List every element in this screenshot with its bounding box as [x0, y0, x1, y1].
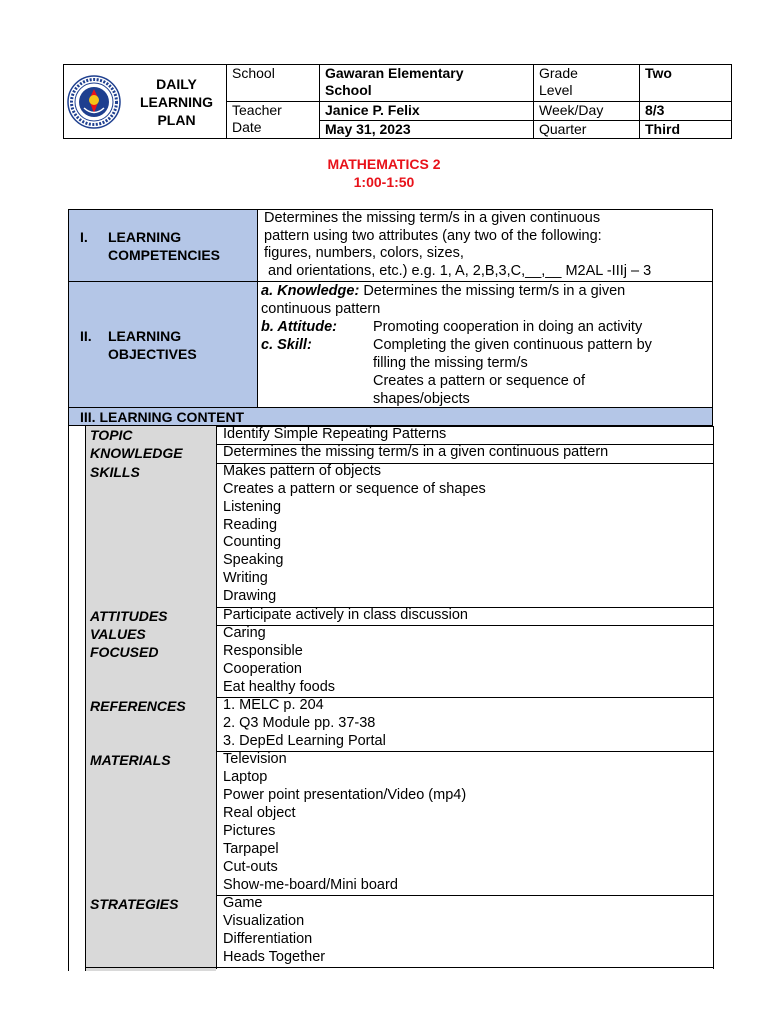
grade-label	[534, 65, 640, 102]
content-row-values	[223, 625, 335, 697]
content-row-values	[223, 751, 466, 894]
skill-objective-line: Completing the given continuous pattern by	[373, 337, 652, 353]
content-row-value: Determines the missing term/s in a given continuous pattern	[223, 444, 609, 461]
competencies-label-line: LEARNING	[108, 229, 182, 245]
content-row-value: 3. DepEd Learning Portal	[223, 732, 386, 749]
plan-title-line: LEARNING	[139, 93, 214, 110]
content-row-label	[90, 625, 158, 661]
content-row-value: Real object	[223, 804, 296, 821]
date-label-text: Date	[232, 119, 262, 135]
content-row-label-line: ATTITUDES	[90, 607, 168, 624]
content-row-value: Game	[223, 894, 263, 911]
header-table	[63, 64, 732, 139]
content-row-values	[223, 895, 325, 967]
outer-right-border	[713, 426, 714, 969]
content-row-value: Eat healthy foods	[223, 678, 336, 695]
content-row-label-line: VALUES	[90, 625, 146, 642]
competencies-label	[108, 228, 220, 264]
grade-value-text: Two	[645, 65, 672, 81]
content-row-value: Creates a pattern or sequence of shapes	[223, 480, 486, 497]
school-value-line: School	[325, 82, 372, 98]
content-row-label	[90, 895, 178, 913]
skill-objective-text	[373, 336, 652, 408]
content-row-value: Responsible	[223, 642, 303, 659]
plan-title-line: PLAN	[157, 111, 196, 128]
competencies-line: figures, numbers, colors, sizes,	[264, 245, 464, 261]
knowledge-objective	[261, 282, 625, 300]
learning-content-heading: III. LEARNING CONTENT	[80, 409, 245, 425]
content-row-label	[90, 607, 168, 625]
section-number: I.	[80, 229, 88, 245]
content-top-border	[216, 426, 713, 427]
content-row-values	[223, 463, 486, 606]
date-value: May 31, 2023	[325, 121, 411, 137]
quarter-label: Quarter	[539, 121, 587, 137]
content-row-label-line: STRATEGIES	[90, 895, 179, 912]
logo-cell	[64, 65, 227, 139]
skill-objective-line: shapes/objects	[373, 391, 470, 407]
content-row-value: Participate actively in class discussion	[223, 606, 468, 623]
competencies-line: pattern using two attributes (any two of the following:	[264, 227, 602, 244]
content-row-label-line: REFERENCES	[90, 698, 186, 714]
content-row-label-line: KNOWLEDGE	[90, 445, 183, 462]
time-title: 1:00-1:50	[353, 174, 415, 190]
content-row-label-line: TOPIC	[90, 427, 133, 443]
content-row-value: Speaking	[223, 552, 284, 569]
skill-objective-line: Creates a pattern or sequence of	[373, 373, 585, 389]
content-row-label-line: FOCUSED	[90, 643, 159, 660]
content-row-value: Reading	[223, 516, 278, 533]
objectives-label-line: OBJECTIVES	[108, 346, 197, 362]
content-row-value: Counting	[223, 534, 282, 551]
content-row-value: Identify Simple Repeating Patterns	[223, 426, 447, 442]
teacher-date-values	[320, 102, 534, 139]
objectives-label-line: LEARNING	[108, 328, 182, 344]
grade-label-line: Grade	[539, 65, 578, 81]
content-row-label	[90, 751, 171, 769]
content-row-value: Pictures	[223, 822, 276, 839]
subject-title: MATHEMATICS 2	[327, 156, 441, 172]
knowledge-objective-text: Determines the missing term/s in a given	[359, 283, 626, 299]
skill-objective-label: c. Skill:	[261, 337, 312, 353]
teacher-label	[227, 102, 320, 139]
grade-label-line: Level	[539, 82, 573, 98]
content-row-value: Writing	[223, 570, 268, 587]
attitude-objective-text: Promoting cooperation in doing an activity	[373, 319, 643, 335]
content-row-label-line: MATERIALS	[90, 752, 171, 769]
teacher-value: Janice P. Felix	[320, 102, 533, 121]
content-row-value: Cooperation	[223, 660, 302, 677]
objectives-label	[108, 327, 197, 363]
content-row-value: Visualization	[223, 912, 305, 929]
content-row-values	[223, 607, 468, 625]
week-label: Week/Day	[534, 102, 639, 121]
knowledge-objective-cont: continuous pattern	[261, 301, 381, 317]
deped-seal-icon	[67, 75, 121, 129]
school-value	[320, 65, 534, 102]
school-label-text: School	[232, 65, 275, 81]
content-row-value: Show-me-board/Mini board	[223, 876, 398, 893]
content-row-label	[90, 697, 186, 715]
content-row-label-line: SKILLS	[90, 463, 140, 480]
content-row-label	[90, 426, 133, 444]
week-value: 8/3	[640, 102, 731, 121]
school-label	[227, 65, 320, 102]
plan-title	[121, 75, 226, 129]
content-row-label	[90, 444, 183, 462]
content-row-label	[90, 463, 140, 481]
section-number: II.	[80, 328, 92, 344]
content-row-value: Tarpapel	[223, 840, 279, 857]
content-row-values	[223, 697, 386, 751]
content-row-value: Laptop	[223, 769, 268, 786]
outer-left-border	[68, 426, 69, 971]
competencies-label-line: COMPETENCIES	[108, 247, 221, 263]
skill-objective-line: filling the missing term/s	[373, 355, 528, 371]
content-row-value: Listening	[223, 498, 282, 515]
attitude-objective-label: b. Attitude:	[261, 319, 337, 335]
grade-value	[640, 65, 732, 102]
content-row-value: Television	[223, 751, 287, 768]
content-row-value: 1. MELC p. 204	[223, 697, 324, 713]
content-row-value: Drawing	[223, 588, 277, 605]
content-row-value: Cut-outs	[223, 858, 278, 875]
content-row-values	[223, 444, 608, 462]
knowledge-objective-label: a. Knowledge:	[261, 283, 360, 299]
content-row-value: Power point presentation/Video (mp4)	[223, 787, 467, 803]
content-row-value: 2. Q3 Module pp. 37-38	[223, 714, 376, 731]
week-quarter-values	[640, 102, 732, 139]
school-value-line: Gawaran Elementary	[325, 65, 464, 81]
plan-title-line: DAILY	[156, 75, 197, 92]
label-column-left-border	[85, 426, 86, 971]
content-row-value: Caring	[223, 624, 266, 641]
content-row-value: Differentiation	[223, 930, 313, 947]
content-row-values	[223, 426, 446, 444]
competencies-text	[264, 210, 651, 280]
quarter-value: Third	[645, 121, 680, 137]
content-row-value: Makes pattern of objects	[223, 462, 381, 479]
row-divider	[85, 967, 713, 968]
competencies-line: Determines the missing term/s in a given continuous	[264, 210, 601, 226]
competencies-line: and orientations, etc.) e.g. 1, A, 2,B,3,C,__,__ M2AL -IIIj – 3	[264, 262, 652, 279]
teacher-label-text: Teacher	[232, 102, 282, 118]
week-quarter-labels	[534, 102, 640, 139]
content-row-value: Heads Together	[223, 948, 326, 965]
